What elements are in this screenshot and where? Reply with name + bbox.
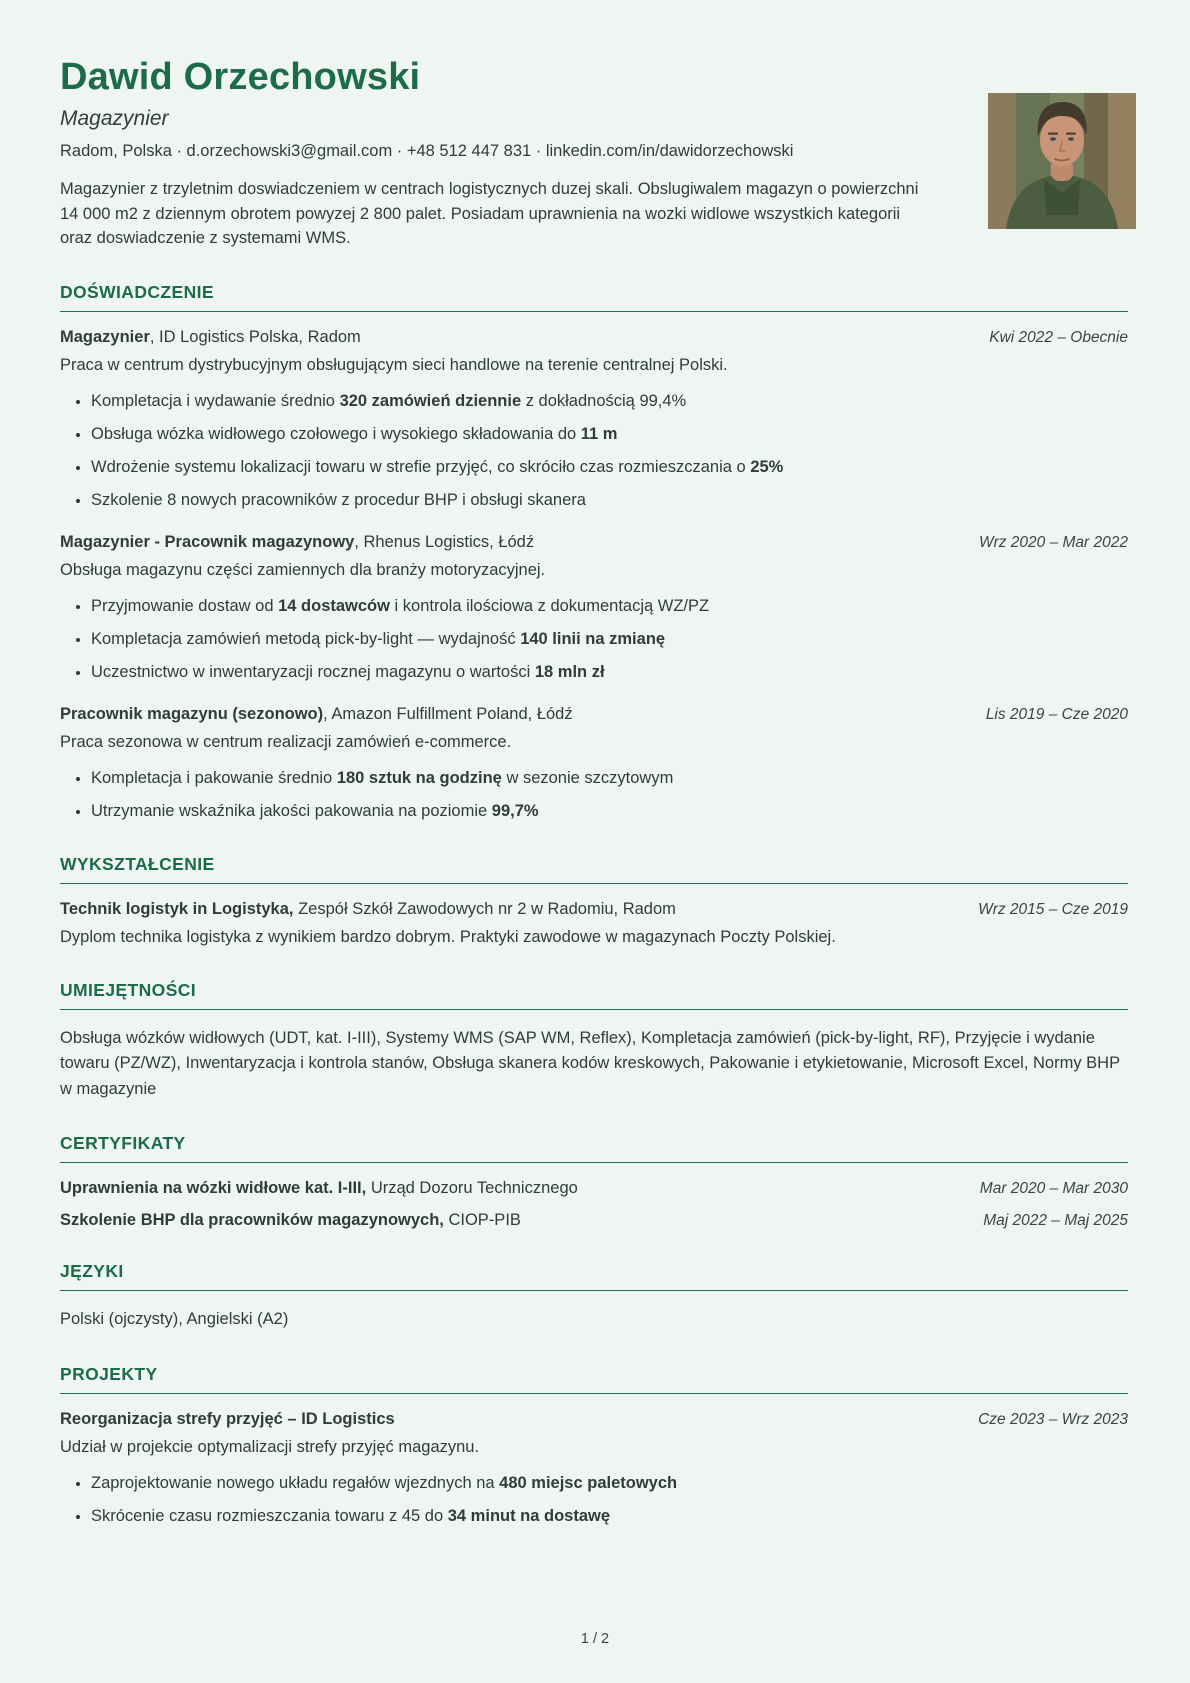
section-experience xyxy=(60,282,1128,823)
entry-title: Uprawnienia na wózki widłowe kat. I-III, Urząd Dozoru Technicznego xyxy=(60,1179,578,1197)
bullet-item: • Wdrożenie systemu lokalizacji towaru w strefie przyjęć, co skróciło czas rozmieszczania o 25% xyxy=(91,456,1128,479)
bullet-item: • Uczestnictwo w inwentaryzacji rocznej magazynu o wartości 18 mln zł xyxy=(91,661,1128,684)
entry-date: Maj 2022 – Maj 2025 xyxy=(983,1212,1128,1229)
entry-title: Magazynier - Pracownik magazynowy, Rhenus Logistics, Łódź xyxy=(60,532,535,551)
section-divider xyxy=(60,883,1128,884)
section-divider xyxy=(60,1290,1128,1291)
experience-entry xyxy=(60,328,1128,512)
entry-description: Dyplom technika logistyka z wynikiem bardzo dobrym. Praktyki zawodowe w magazynach Poczty Polskiej. xyxy=(60,927,836,946)
certificate-entry xyxy=(60,1179,1128,1198)
section-divider xyxy=(60,311,1128,312)
bullet-list xyxy=(60,1472,1128,1528)
job-title: Magazynier xyxy=(60,107,169,130)
entry-date: Wrz 2015 – Cze 2019 xyxy=(978,900,1128,918)
section-title: WYKSZTAŁCENIE xyxy=(60,853,215,874)
entry-title: Technik logistyk in Logistyka, Zespół Szkół Zawodowych nr 2 w Radomiu, Radom xyxy=(60,899,676,918)
entry-description: Obsługa magazynu części zamiennych dla branży motoryzacyjnej. xyxy=(60,560,546,579)
skills-text: Obsługa wózków widłowych (UDT, kat. I-III), Systemy WMS (SAP WM, Reflex), Kompletacja zamówień (pick-by-light, RF), Przyjęcie i wydanie towaru (PZ/WZ), Inwentaryzacja i kontrola stanów, Obsługa skanera kodów kreskowych, Pakowanie i etykietowanie, Microsoft Excel, Normy BHP w magazynie xyxy=(60,1028,1120,1098)
bullet-list xyxy=(60,767,1128,823)
entry-date: Wrz 2020 – Mar 2022 xyxy=(978,533,1128,551)
project-entry xyxy=(60,1410,1128,1528)
entry-header xyxy=(60,900,1128,919)
page-number: 1 / 2 xyxy=(580,1631,610,1647)
bullet-item: • Utrzymanie wskaźnika jakości pakowania na poziomie 99,7% xyxy=(91,800,1128,823)
bullet-item: • Szkolenie 8 nowych pracowników z procedur BHP i obsługi skanera xyxy=(91,489,1128,512)
profile-photo xyxy=(988,93,1136,229)
section-title: JĘZYKI xyxy=(60,1261,124,1281)
entry-header xyxy=(60,705,1128,724)
entry-date: Lis 2019 – Cze 2020 xyxy=(985,705,1128,723)
entry-title: Pracownik magazynu (sezonowo), Amazon Fulfillment Poland, Łódź xyxy=(60,704,573,723)
section-title: UMIEJĘTNOŚCI xyxy=(60,979,197,1000)
entry-header xyxy=(60,1410,1128,1429)
entry-title: Szkolenie BHP dla pracowników magazynowych, CIOP-PIB xyxy=(60,1211,521,1229)
resume-header xyxy=(60,56,1128,251)
entry-date: Kwi 2022 – Obecnie xyxy=(989,328,1128,346)
bullet-item: • Kompletacja i wydawanie średnio 320 zamówień dziennie z dokładnością 99,4% xyxy=(91,390,1128,413)
profile-photo-illustration xyxy=(988,93,1136,229)
section-title: CERTYFIKATY xyxy=(60,1133,186,1153)
bullet-list xyxy=(60,595,1128,684)
experience-entry xyxy=(60,533,1128,684)
bullet-item: • Kompletacja i pakowanie średnio 180 sztuk na godzinę w sezonie szczytowym xyxy=(91,767,1128,790)
bullet-item: • Zaprojektowanie nowego układu regałów wjezdnych na 480 miejsc paletowych xyxy=(91,1472,1128,1495)
section-skills xyxy=(60,980,1128,1103)
section-divider xyxy=(60,1393,1128,1394)
bullet-item: • Skrócenie czasu rozmieszczania towaru z 45 do 34 minut na dostawę xyxy=(91,1505,1128,1528)
section-languages xyxy=(60,1261,1128,1333)
entry-title: Magazynier, ID Logistics Polska, Radom xyxy=(60,327,361,346)
entry-description: Praca w centrum dystrybucyjnym obsługującym sieci handlowe na terenie centralnej Polski. xyxy=(60,355,728,374)
languages-text: Polski (ojczysty), Angielski (A2) xyxy=(60,1310,289,1328)
certificate-entry xyxy=(60,1211,1128,1230)
contact-line: Radom, Polska · d.orzechowski3@gmail.com · +48 512 447 831 · linkedin.com/in/dawidorzechowski xyxy=(60,142,794,160)
bullet-item: • Przyjmowanie dostaw od 14 dostawców i kontrola ilościowa z dokumentacją WZ/PZ xyxy=(91,595,1128,618)
section-divider xyxy=(60,1162,1128,1163)
experience-entry xyxy=(60,705,1128,823)
section-projects xyxy=(60,1364,1128,1528)
entry-description: Praca sezonowa w centrum realizacji zamówień e-commerce. xyxy=(60,732,512,751)
bullet-item: • Kompletacja zamówień metodą pick-by-light — wydajność 140 linii na zmianę xyxy=(91,628,1128,651)
education-entry xyxy=(60,900,1128,949)
entry-date: Mar 2020 – Mar 2030 xyxy=(979,1180,1128,1197)
bullet-item: • Obsługa wózka widłowego czołowego i wysokiego składowania do 11 m xyxy=(91,423,1128,446)
entry-date: Cze 2023 – Wrz 2023 xyxy=(978,1410,1128,1428)
summary-text: Magazynier z trzyletnim doswiadczeniem w centrach logistycznych duzej skali. Obslugiwalem magazyn o powierzchni 14 000 m2 z dziennym obrotem powyzej 2 800 palet. Posiadam uprawnienia na wozki widlowe wszystkich kategorii oraz doswiadczenie z systemami WMS. xyxy=(60,180,919,247)
entry-description: Udział w projekcie optymalizacji strefy przyjęć magazynu. xyxy=(60,1437,480,1456)
page-title: Dawid Orzechowski xyxy=(60,56,421,98)
entry-title: Reorganizacja strefy przyjęć – ID Logistics xyxy=(60,1409,395,1428)
section-divider xyxy=(60,1009,1128,1010)
section-title: PROJEKTY xyxy=(60,1363,158,1384)
entry-header xyxy=(60,533,1128,552)
section-title: DOŚWIADCZENIE xyxy=(60,281,214,302)
entry-header xyxy=(60,328,1128,347)
section-certificates xyxy=(60,1133,1128,1230)
bullet-list xyxy=(60,390,1128,512)
section-education xyxy=(60,854,1128,949)
